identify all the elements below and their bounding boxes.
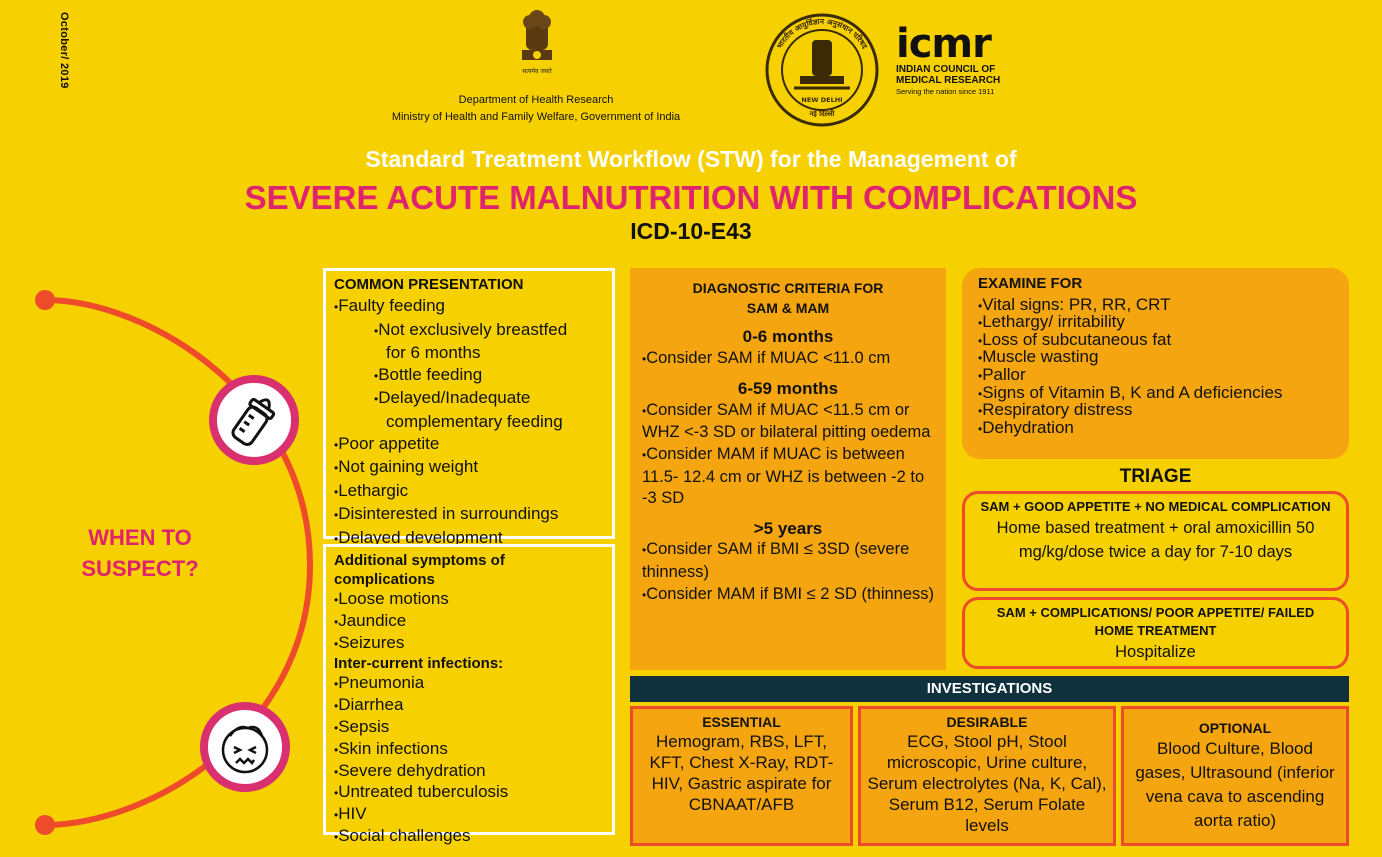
presentation-item: • Poor appetite (334, 433, 604, 457)
icmr-wordmark: icmr (896, 21, 991, 67)
seal-city-hindi: नई दिल्ली (809, 110, 835, 118)
icmr-name-line1: INDIAN COUNCIL OF (896, 64, 996, 75)
arc-dot-bottom (35, 815, 55, 835)
infection-item: • Diarrhea (334, 695, 604, 717)
age-5-plus-criteria (642, 539, 934, 606)
triage-home-title: SAM + GOOD APPETITE + NO MEDICAL COMPLICATION (980, 499, 1331, 514)
additional-list (334, 589, 604, 654)
seal-top-text: भारतीय आयुर्विज्ञान अनुसंधान परिषद (774, 16, 870, 51)
additional-heading: Additional symptoms of complications (334, 552, 505, 588)
when-to-suspect-line2: SUSPECT? (81, 556, 199, 581)
examine-item: • Signs of Vitamin B, K and A deficiencies (978, 385, 1333, 403)
examine-item: • Respiratory distress (978, 402, 1333, 420)
investigation-essential-box (630, 706, 853, 846)
essential-text: Hemogram, RBS, LFT, KFT, Chest X-Ray, RDT-HIV, Gastric aspirate for CBNAAT/AFB (649, 732, 834, 814)
icmr-name-line2: MEDICAL RESEARCH (896, 75, 1001, 86)
national-emblem-icon (512, 8, 562, 80)
ministry-name: Ministry of Health and Family Welfare, Government of India (391, 111, 681, 123)
title-line1: Standard Treatment Workflow (STW) for the Management of (365, 146, 1017, 172)
triage-hospital-text: Hospitalize (1115, 643, 1196, 661)
investigation-optional-box (1121, 706, 1349, 846)
department-text (360, 92, 712, 126)
desirable-title: DESIRABLE (946, 714, 1028, 730)
examine-list (978, 294, 1333, 438)
age-6-59-criteria (642, 400, 934, 510)
examine-item: • Dehydration (978, 420, 1333, 438)
seal-city: NEW DELHI (801, 96, 843, 104)
age-group-6-59: 6-59 months (737, 379, 839, 399)
symptom-item: • Jaundice (334, 611, 604, 633)
intercurrent-heading: Inter-current infections: (334, 655, 504, 673)
presentation-item: • Not exclusively breastfed (334, 319, 604, 343)
icmr-logo (896, 21, 1016, 98)
triage-home-text: Home based treatment + oral amoxicillin 50 mg/kg/dose twice a day for 7-10 days (996, 519, 1315, 561)
criteria-item: • Consider MAM if BMI ≤ 2 SD (thinness) (642, 584, 934, 607)
age-group-5-plus: >5 years (753, 518, 823, 538)
infection-item: • Skin infections (334, 739, 604, 761)
symptom-item: • Loose motions (334, 589, 604, 611)
when-to-suspect-label (78, 522, 202, 584)
investigations-heading: INVESTIGATIONS (630, 676, 1349, 702)
presentation-item: complementary feeding (386, 411, 563, 431)
triage-hospital-box (962, 597, 1349, 669)
diagnostic-heading-2: SAM & MAM (746, 300, 830, 316)
criteria-item: • Consider SAM if MUAC <11.0 cm (642, 348, 934, 371)
examine-item: • Lethargy/ irritability (978, 314, 1333, 332)
common-presentation-heading: COMMON PRESENTATION (334, 276, 524, 293)
emblem-motto: सत्यमेव जयते (522, 68, 552, 75)
infection-item: • Sepsis (334, 717, 604, 739)
examine-item: • Loss of subcutaneous fat (978, 332, 1333, 350)
icmr-seal-icon (764, 12, 880, 128)
symptom-item: • Seizures (334, 633, 604, 655)
diagnostic-heading-1: DIAGNOSTIC CRITERIA FOR (692, 280, 884, 296)
triage-heading: TRIAGE (1119, 466, 1192, 487)
examine-for-box (962, 268, 1349, 459)
common-presentation-box (323, 268, 615, 547)
crying-baby-icon (200, 702, 290, 792)
optional-title: OPTIONAL (1198, 720, 1272, 736)
icmr-tagline: Serving the nation since 1911 (896, 87, 995, 96)
criteria-item: • Consider MAM if MUAC is between 11.5- 12.4 cm or WHZ is between -2 to -3 SD (642, 444, 934, 510)
examine-item: • Muscle wasting (978, 349, 1333, 367)
infection-item: • Pneumonia (334, 673, 604, 695)
arc-dot-top (35, 290, 55, 310)
triage-hospital-title: SAM + COMPLICATIONS/ POOR APPETITE/ FAILED HOME TREATMENT (996, 605, 1315, 638)
essential-title: ESSENTIAL (702, 714, 781, 730)
triage-home-box (962, 491, 1349, 591)
presentation-item: • Lethargic (334, 480, 604, 504)
investigation-desirable-box (858, 706, 1116, 846)
infection-item: • Untreated tuberculosis (334, 782, 604, 804)
examine-item: • Pallor (978, 367, 1333, 385)
title-line3: ICD-10-E43 (630, 218, 752, 244)
desirable-text: ECG, Stool pH, Stool microscopic, Urine culture, Serum electrolytes (Na, K, Cal), Serum B12, Serum Folate levels (867, 732, 1107, 835)
infection-item: • Severe dehydration (334, 761, 604, 783)
additional-symptoms-box (323, 544, 615, 845)
date-label: October/ 2019 (58, 12, 70, 89)
infection-item: • HIV (334, 804, 604, 826)
presentation-item: • Bottle feeding (334, 364, 604, 388)
diagnostic-criteria-box (630, 268, 946, 670)
optional-text: Blood Culture, Blood gases, Ultrasound (inferior vena cava to ascending aorta ratio) (1135, 739, 1335, 830)
department-name: Department of Health Research (458, 94, 614, 106)
criteria-item: • Consider SAM if MUAC <11.5 cm or WHZ <-3 SD or bilateral pitting oedema (642, 400, 934, 444)
infection-item: • Social challenges (334, 826, 604, 848)
presentation-item: • Delayed/Inadequate (334, 387, 604, 411)
presentation-item: • Not gaining weight (334, 456, 604, 480)
age-0-6-criteria (642, 348, 934, 371)
title-line2: SEVERE ACUTE MALNUTRITION WITH COMPLICATIONS (244, 179, 1138, 216)
when-to-suspect-line1: WHEN TO (88, 525, 192, 550)
presentation-item: • Faulty feeding (334, 295, 604, 319)
common-presentation-list (334, 295, 604, 551)
age-group-0-6: 0-6 months (742, 327, 834, 346)
examine-heading: EXAMINE FOR (978, 275, 1083, 292)
baby-bottle-icon (209, 375, 299, 465)
presentation-item: • Delayed development (334, 527, 604, 551)
examine-item: • Vital signs: PR, RR, CRT (978, 297, 1333, 315)
intercurrent-list (334, 673, 604, 847)
criteria-item: • Consider SAM if BMI ≤ 3SD (severe thinness) (642, 539, 934, 583)
presentation-item: • Disinterested in surroundings (334, 503, 604, 527)
presentation-item: for 6 months (386, 343, 481, 363)
